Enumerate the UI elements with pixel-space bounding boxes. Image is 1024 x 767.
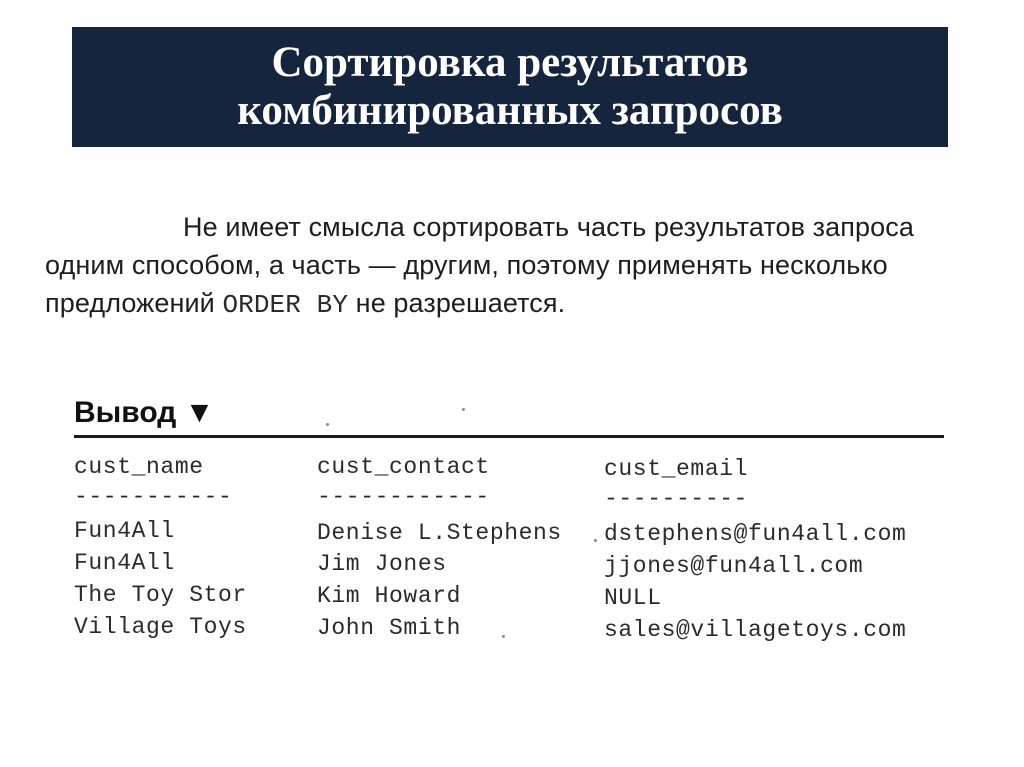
table-cell-cust-name: Fun4All	[74, 550, 175, 576]
scan-speck	[462, 408, 465, 411]
column-header-cust-contact: cust_contact	[317, 454, 490, 480]
order-by-code: ORDER BY	[222, 290, 349, 320]
column-separator-cust-contact: ------------	[317, 484, 490, 510]
table-cell-cust-name: Village Toys	[74, 614, 247, 640]
paragraph-line-3-end: не разрешается.	[348, 288, 566, 318]
output-heading: Вывод ▼	[74, 396, 215, 429]
paragraph-line-2: одним способом, а часть — другим, поэтому применять несколько	[45, 250, 888, 280]
table-cell-cust-contact: Denise L.Stephens	[317, 520, 562, 546]
table-cell-cust-email: jjones@fun4all.com	[604, 553, 864, 579]
column-separator-cust-email: ----------	[604, 486, 749, 512]
title-bar	[72, 27, 948, 147]
table-cell-cust-email: dstephens@fun4all.com	[604, 521, 907, 547]
column-header-cust-email: cust_email	[604, 456, 749, 482]
scan-speck	[594, 539, 597, 542]
paragraph-line-1: Не имеет смысла сортировать часть результатов запроса	[183, 212, 914, 242]
scan-speck	[326, 423, 329, 426]
table-cell-cust-contact: Kim Howard	[317, 583, 462, 609]
table-cell-cust-contact: John Smith	[317, 615, 462, 641]
title-line-1: Сортировка результатов	[271, 39, 749, 86]
scan-speck	[502, 635, 505, 638]
table-cell-cust-email: NULL	[604, 585, 662, 611]
table-cell-cust-name: The Toy Stor	[74, 582, 247, 608]
column-header-cust-name: cust_name	[74, 454, 204, 480]
paragraph-line-3	[45, 288, 565, 320]
output-heading-rule	[74, 435, 944, 438]
table-cell-cust-contact: Jim Jones	[317, 551, 447, 577]
table-cell-cust-name: Fun4All	[74, 518, 175, 544]
table-cell-cust-email: sales@villagetoys.com	[604, 617, 907, 643]
title-line-2: комбинированных запросов	[237, 87, 783, 134]
book-page-scan	[0, 190, 1024, 660]
paragraph-line-3-start: предложений	[45, 288, 223, 318]
column-separator-cust-name: -----------	[74, 484, 233, 510]
